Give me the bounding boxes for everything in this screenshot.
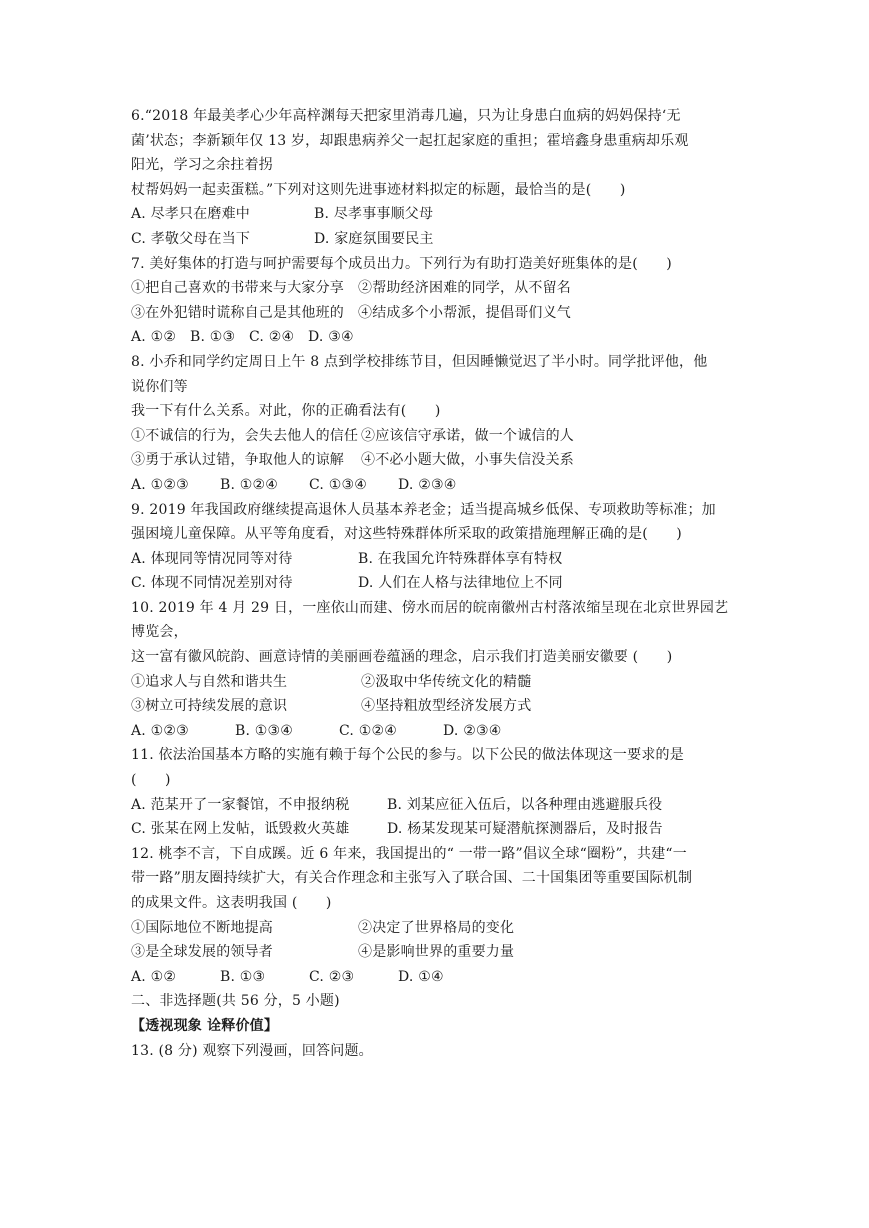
- q10-option-a: A. ①②③: [131, 722, 189, 739]
- q11-stem-line-2: ( ): [131, 772, 171, 789]
- section-subheading: 【透视现象 诠释价值】: [131, 1017, 279, 1034]
- q12-statement-2: ②决定了世界格局的变化: [358, 919, 515, 936]
- q7-option-a: A. ①②: [131, 329, 177, 346]
- q9-options-row-1: [131, 547, 741, 572]
- q6-options-row-2: [131, 227, 741, 252]
- q8-stem-line-2: 说你们等: [131, 378, 188, 395]
- q12-stem-line-2: 带一路”朋友圈持续扩大，有关合作理念和主张写入了联合国、二十国集团等重要国际机制: [131, 870, 693, 887]
- q7-statement-3: ③在外犯错时谎称自己是其他班的: [131, 304, 344, 321]
- q7-options: [131, 325, 741, 350]
- q12-statement-1: ①国际地位不断地提高: [131, 919, 273, 936]
- q8-option-b: B. ①②④: [220, 476, 279, 493]
- q12-option-a: A. ①②: [131, 968, 177, 985]
- q8-option-d: D. ②③④: [398, 476, 457, 493]
- q11-options-row-1: [131, 793, 741, 818]
- exam-page: [131, 104, 741, 1063]
- q10-option-b: B. ①③④: [235, 722, 294, 739]
- q6-option-c: C. 孝敬父母在当下: [131, 230, 251, 247]
- q12-statement-3: ③是全球发展的领导者: [131, 944, 273, 961]
- q12-option-c: C. ②③: [309, 968, 355, 985]
- q10-statements-row-1: [131, 670, 741, 695]
- q7-option-d: D. ③④: [308, 329, 354, 346]
- q8-stem-line-3: 我一下有什么关系。对此，你的正确看法有( ): [131, 403, 441, 420]
- q8-statements-row-1: [131, 424, 741, 449]
- q11-option-b: B. 刘某应征入伍后，以各种理由逃避服兵役: [387, 796, 663, 813]
- q10-statement-1: ①追求人与自然和谐共生: [131, 673, 288, 690]
- q10-statement-3: ③树立可持续发展的意识: [131, 698, 288, 715]
- q8-statement-2: ②应该信守承诺，做一个诚信的人: [361, 427, 574, 444]
- q6-stem-line-2: 菌’状态；李新颖年仅 13 岁，却跟患病养父一起扛起家庭的重担；霍培鑫身患重病却乐观: [131, 132, 689, 149]
- q11-option-c: C. 张某在网上发帖，诋毁救火英雄: [131, 821, 350, 838]
- q6-stem-line-4: 杖帮妈妈一起卖蛋糕。”下列对这则先进事迹材料拟定的标题，最恰当的是( ): [131, 181, 626, 198]
- q12-statement-4: ④是影响世界的重要力量: [358, 944, 515, 961]
- q8-options: [131, 473, 741, 498]
- q10-options: [131, 719, 741, 744]
- q8-option-c: C. ①③④: [309, 476, 367, 493]
- q10-option-c: C. ①②④: [339, 722, 397, 739]
- q7-statements-row-1: [131, 276, 741, 301]
- q7-statements-row-2: [131, 301, 741, 326]
- q8-statement-4: ④不必小题大做，小事失信没关系: [361, 452, 574, 469]
- q12-statements-row-2: [131, 940, 741, 965]
- q10-statements-row-2: [131, 694, 741, 719]
- q9-options-row-2: [131, 571, 741, 596]
- q6-option-d: D. 家庭氛围要民主: [314, 230, 434, 247]
- q7-statement-4: ④结成多个小帮派，提倡哥们义气: [358, 304, 571, 321]
- q8-statement-3: ③勇于承认过错，争取他人的谅解: [131, 452, 344, 469]
- q9-option-a: A. 体现同等情况同等对待: [131, 550, 293, 567]
- q9-stem-line-1: 9. 2019 年我国政府继续提高退休人员基本养老金；适当提高城乡低保、专项救助等标准；加: [131, 501, 716, 518]
- q6-options-row-1: [131, 202, 741, 227]
- q9-option-d: D. 人们在人格与法律地位上不同: [358, 575, 563, 592]
- q7-stem: 7. 美好集体的打造与呵护需要每个成员出力。下列行为有助打造美好班集体的是( ): [131, 255, 672, 272]
- q7-option-c: C. ②④: [249, 329, 295, 346]
- q9-option-c: C. 体现不同情况差别对待: [131, 575, 293, 592]
- q12-stem-line-1: 12. 桃李不言，下自成蹊。近 6 年来，我国提出的“ 一带一路”倡议全球“圈粉”，共建“一: [131, 845, 687, 862]
- q11-option-a: A. 范某开了一家餐馆，不申报纳税: [131, 796, 350, 813]
- q6-stem-line-3: 阳光，学习之余拄着拐: [131, 157, 273, 174]
- q10-stem-line-3: 这一富有徽风皖韵、画意诗情的美丽画卷蕴涵的理念，启示我们打造美丽安徽要 ( ): [131, 649, 673, 666]
- q10-option-d: D. ②③④: [443, 722, 502, 739]
- q10-statement-4: ④坚持粗放型经济发展方式: [361, 698, 532, 715]
- section-heading: 二、非选择题(共 56 分，5 小题): [131, 993, 340, 1010]
- q6-option-b: B. 尽孝事事顺父母: [314, 206, 434, 223]
- q6-option-a: A. 尽孝只在磨难中: [131, 206, 251, 223]
- q9-stem-line-2: 强困境儿童保障。从平等角度看，对这些特殊群体所采取的政策措施理解正确的是( ): [131, 526, 682, 543]
- q7-statement-2: ②帮助经济困难的同学，从不留名: [358, 280, 571, 297]
- q12-options: [131, 965, 741, 990]
- q6-stem-line-1: 6.“2018 年最美孝心少年高梓渊每天把家里消毒几遍，只为让身患白血病的妈妈保持‘无: [131, 108, 681, 124]
- q10-statement-2: ②汲取中华传统文化的精髓: [361, 673, 532, 690]
- q12-option-d: D. ①④: [398, 968, 444, 985]
- q12-statements-row-1: [131, 916, 741, 941]
- q8-stem-line-1: 8. 小乔和同学约定周日上午 8 点到学校排练节目，但因睡懒觉迟了半小时。同学批评他，他: [131, 353, 708, 370]
- q12-option-b: B. ①③: [220, 968, 266, 985]
- q8-statements-row-2: [131, 448, 741, 473]
- q7-option-b: B. ①③: [190, 329, 236, 346]
- q13-stem: 13. (8 分) 观察下列漫画，回答问题。: [131, 1042, 373, 1059]
- q9-option-b: B. 在我国允许特殊群体享有特权: [358, 550, 563, 567]
- q10-stem-line-2: 博览会，: [131, 624, 188, 641]
- q12-stem-line-3: 的成果文件。这表明我国 ( ): [131, 895, 332, 911]
- q11-stem-line-1: 11. 依法治国基本方略的实施有赖于每个公民的参与。以下公民的做法体现这一要求的是: [131, 747, 684, 764]
- q8-option-a: A. ①②③: [131, 476, 189, 493]
- q7-statement-1: ①把自己喜欢的书带来与大家分享: [131, 280, 344, 297]
- q8-statement-1: ①不诚信的行为，会失去他人的信任: [131, 427, 359, 444]
- q11-options-row-2: [131, 817, 741, 842]
- q10-stem-line-1: 10. 2019 年 4 月 29 日，一座依山而建、傍水而居的皖南徽州古村落浓缩呈现在北京世界园艺: [131, 599, 729, 616]
- q11-option-d: D. 杨某发现某可疑潜航探测器后，及时报告: [387, 821, 663, 838]
